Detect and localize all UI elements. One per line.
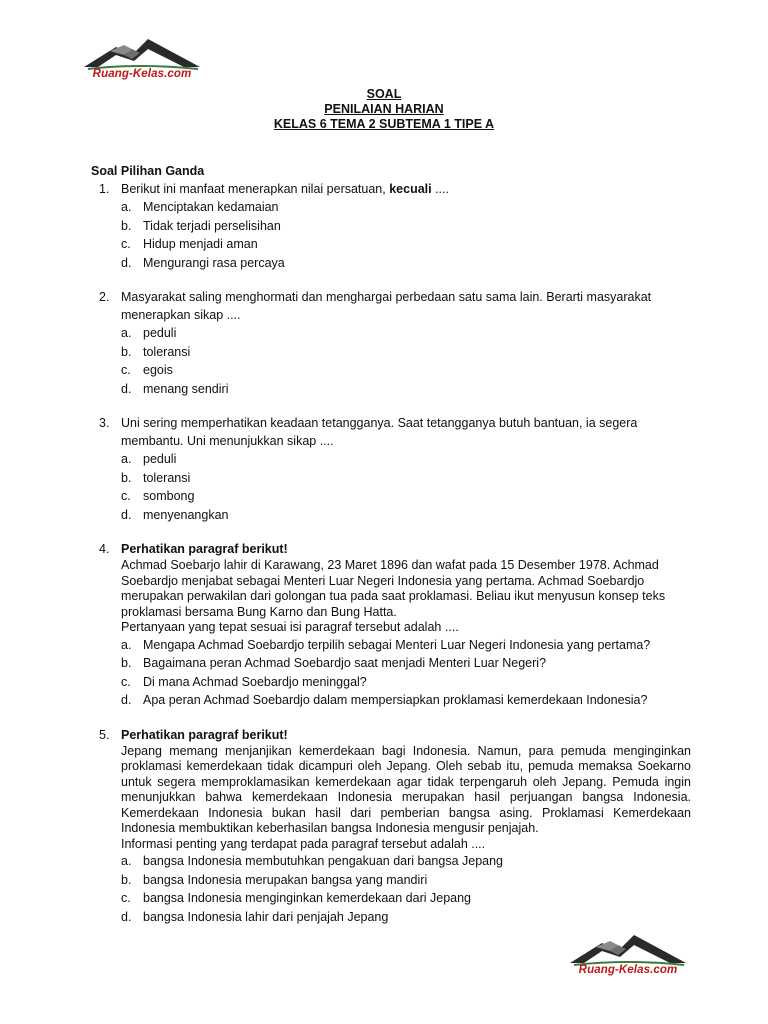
options-list [121, 324, 691, 398]
option-label: a. [121, 637, 132, 652]
exam-content [91, 162, 691, 926]
document-title [0, 87, 768, 132]
option-text: Mengurangi rasa percaya [143, 255, 285, 270]
question-number: 5. [99, 727, 110, 742]
option-c [121, 361, 691, 380]
option-d [121, 691, 691, 710]
option-label: c. [121, 489, 131, 503]
option-a [121, 324, 691, 343]
option-text: bangsa Indonesia membutuhkan pengakuan dari bangsa Jepang [143, 854, 503, 868]
option-text: bangsa Indonesia menginginkan kemerdekaan dari Jepang [143, 891, 472, 905]
question-text: Masyarakat saling menghormati dan menghargai perbedaan satu sama lain. Berarti masyarakat menerapkan sikap .... [121, 290, 652, 322]
option-text: toleransi [143, 344, 191, 359]
option-c [121, 235, 691, 254]
question-number: 4. [99, 542, 110, 556]
option-label: d. [121, 507, 132, 522]
option-label: d. [121, 255, 132, 270]
question-paragraph: Jepang memang menjanjikan kemerdekaan bagi Indonesia. Namun, para pemuda menginginkan proklamasi kemerdekaan tidak dicampuri oleh Jepang. Oleh sebab itu, pemuda memaksa Soekarno untuk segera memproklamasikan kemerdekaan agar tidak terpengaruh oleh Jepang. Pemuda ingin menunjukkan bahwa kemerdekaan Indonesia merupakan hasil perjuangan bangsa Indonesia. Kemerdekaan Indonesia bukan hasil dari pemberian bangsa asing. Proklamasi Kemerdekaan Indonesia membuktikan keberhasilan bangsa Indonesia mengusir penjajah. [121, 743, 691, 835]
option-label: a. [121, 200, 132, 214]
question-text-part: Berikut ini manfaat menerapkan nilai persatuan, [121, 182, 390, 196]
question-1 [91, 180, 691, 272]
option-label: c. [121, 237, 131, 251]
option-text: Bagaimana peran Achmad Soebardjo saat menjadi Menteri Luar Negeri? [143, 656, 547, 670]
option-c [121, 889, 691, 908]
title-line-2: PENILAIAN HARIAN [324, 102, 444, 116]
option-label: b. [121, 218, 132, 233]
question-5 [91, 726, 691, 927]
option-text: egois [143, 363, 173, 377]
question-3 [91, 414, 691, 524]
question-prompt: Pertanyaan yang tepat sesuai isi paragraf tersebut adalah .... [121, 620, 459, 634]
question-number: 1. [99, 182, 110, 196]
logo-text: Ruang-Kelas.com [578, 964, 678, 976]
option-text: bangsa Indonesia merupakan bangsa yang mandiri [143, 872, 428, 887]
option-c [121, 673, 691, 692]
option-text: Apa peran Achmad Soebardjo dalam mempersiapkan proklamasi kemerdekaan Indonesia? [143, 693, 648, 707]
site-logo-top [80, 33, 204, 83]
option-d [121, 380, 691, 399]
option-text: menang sendiri [143, 381, 229, 396]
question-number: 3. [99, 416, 110, 430]
option-text: Menciptakan kedamaian [143, 200, 279, 214]
option-label: a. [121, 854, 132, 868]
option-d [121, 908, 691, 927]
option-text: bangsa Indonesia lahir dari penjajah Jepang [143, 909, 389, 924]
question-4 [91, 540, 691, 710]
option-label: c. [121, 363, 131, 377]
option-d [121, 254, 691, 273]
option-a [121, 198, 691, 217]
site-logo-bottom [566, 929, 690, 979]
question-2 [91, 288, 691, 398]
option-label: d. [121, 909, 132, 924]
option-text: peduli [143, 326, 177, 340]
option-text: menyenangkan [143, 507, 229, 522]
option-b [121, 217, 691, 236]
options-list [121, 852, 691, 926]
option-c [121, 487, 691, 506]
title-line-1: SOAL [366, 87, 402, 101]
options-list [121, 450, 691, 524]
option-label: a. [121, 452, 132, 466]
question-text: Uni sering memperhatikan keadaan tetangganya. Saat tetangganya butuh bantuan, ia segera membantu. Uni menunjukkan sikap .... [121, 416, 638, 448]
option-text: Hidup menjadi aman [143, 237, 258, 251]
option-d [121, 506, 691, 525]
question-heading: Perhatikan paragraf berikut! [121, 542, 288, 556]
option-a [121, 450, 691, 469]
option-label: c. [121, 674, 131, 689]
mountain-book-icon [80, 33, 204, 73]
option-b [121, 871, 691, 890]
question-text [121, 180, 691, 198]
option-label: b. [121, 656, 132, 670]
option-label: a. [121, 326, 132, 340]
question-heading: Perhatikan paragraf berikut! [121, 727, 288, 742]
logo-text: Ruang-Kelas.com [92, 68, 192, 80]
option-text: toleransi [143, 470, 191, 485]
option-label: d. [121, 693, 132, 707]
question-paragraph: Achmad Soebarjo lahir di Karawang, 23 Maret 1896 dan wafat pada 15 Desember 1978. Achmad Soebardjo menjabat sebagai Menteri Luar Negeri Indonesia yang pertama. Achmad Soebardjo merupakan perwakilan dari golongan tua pada saat proklamasi. Beliau ikut menyusun konsep teks proklamasi bersama Bung Karno dan Bung Hatta. [121, 558, 666, 619]
option-label: d. [121, 381, 132, 396]
option-text: Di mana Achmad Soebardjo meninggal? [143, 674, 367, 689]
option-a [121, 852, 691, 871]
option-b [121, 343, 691, 362]
question-prompt: Informasi penting yang terdapat pada paragraf tersebut adalah .... [121, 836, 486, 851]
option-text: Mengapa Achmad Soebardjo terpilih sebagai Menteri Luar Negeri Indonesia yang pertama? [143, 637, 651, 652]
option-label: b. [121, 344, 132, 359]
option-b [121, 654, 691, 673]
options-list [121, 636, 691, 710]
option-label: b. [121, 470, 132, 485]
mountain-book-icon [566, 929, 690, 969]
option-a [121, 636, 691, 655]
question-emphasis: kecuali [389, 182, 432, 196]
option-text: peduli [143, 452, 177, 466]
option-label: b. [121, 872, 132, 887]
section-title: Soal Pilihan Ganda [91, 164, 205, 178]
options-list [121, 198, 691, 272]
title-line-3: KELAS 6 TEMA 2 SUBTEMA 1 TIPE A [273, 117, 495, 131]
question-text-part: .... [431, 182, 449, 196]
question-number: 2. [99, 290, 110, 304]
option-text: Tidak terjadi perselisihan [143, 218, 281, 233]
option-b [121, 469, 691, 488]
option-label: c. [121, 891, 131, 905]
option-text: sombong [143, 489, 195, 503]
